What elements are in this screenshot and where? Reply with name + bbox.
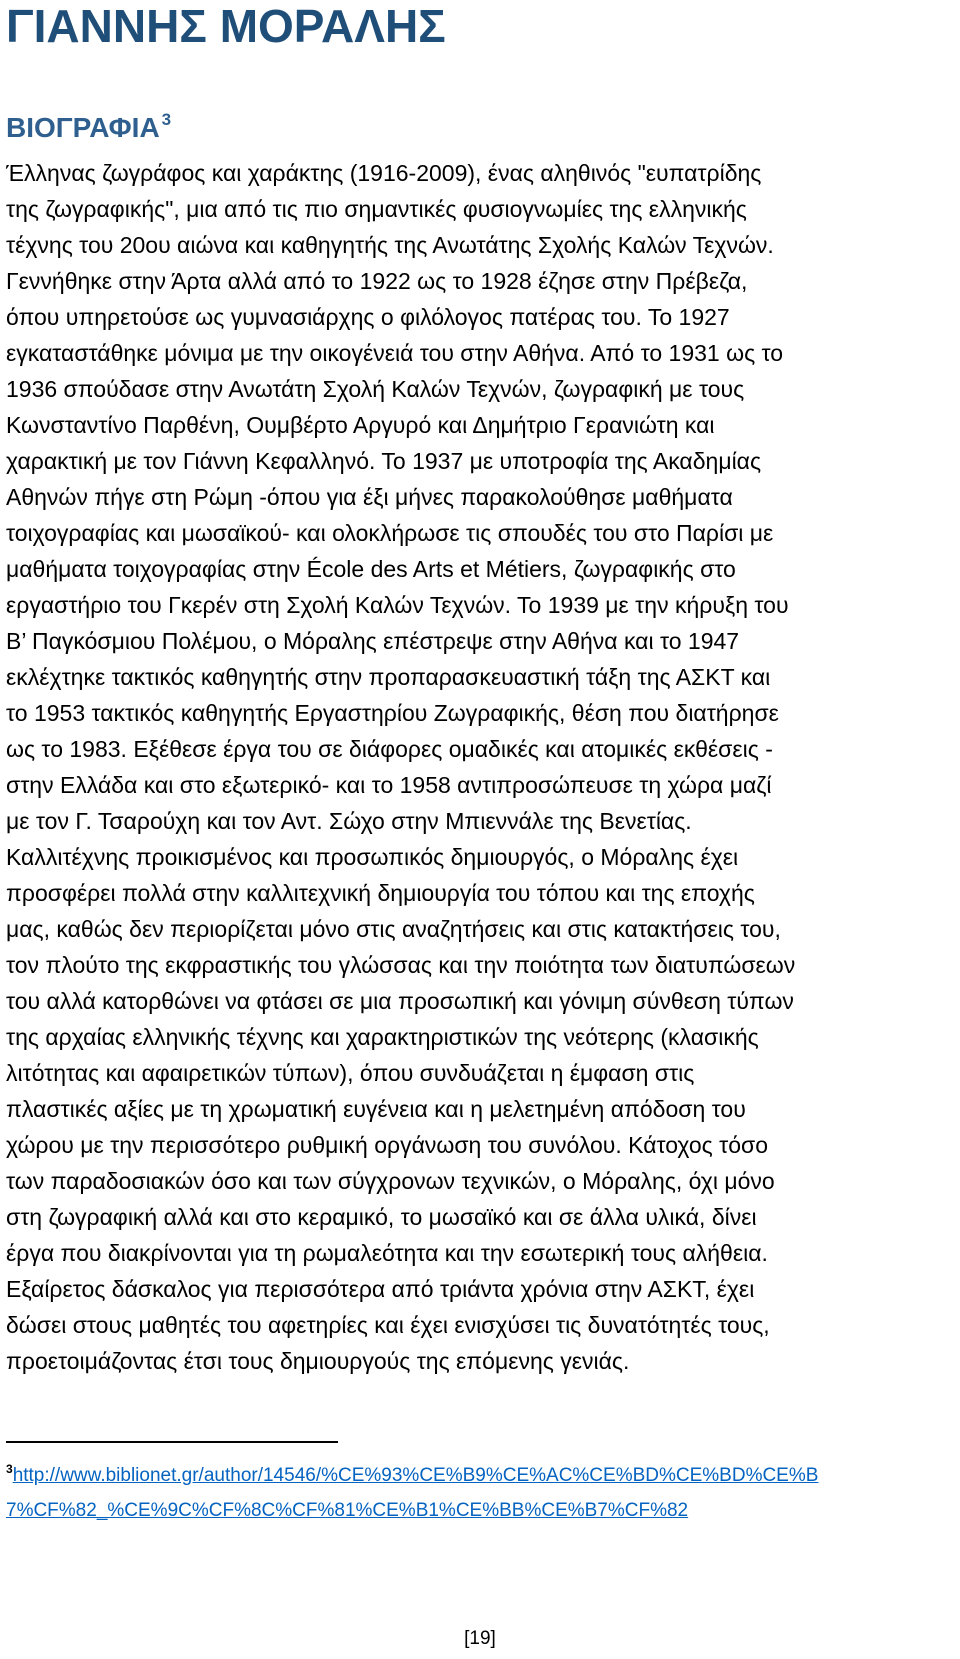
text-line: στη ζωγραφική αλλά και στο κεραμικό, το μωσαϊκό και σε άλλα υλικά, δίνει [6,1204,757,1230]
text-line: Έλληνας ζωγράφος και χαράκτης (1916-2009), ένας αληθινός "ευπατρίδης [6,160,762,186]
text-line: των παραδοσιακών όσο και των σύγχρονων τεχνικών, ο Μόραλης, όχι μόνο [6,1168,775,1194]
text-line: της ζωγραφικής", μια από τις πιο σημαντικές φυσιογνωμίες της ελληνικής [6,196,747,222]
text-line: το 1953 τακτικός καθηγητής Εργαστηρίου Ζωγραφικής, θέση που διατήρησε [6,700,779,726]
text-line: χώρου με την περισσότερο ρυθμική οργάνωση του συνόλου. Κάτοχος τόσο [6,1132,769,1158]
text-line: Κωνσταντίνο Παρθένη, Ουμβέρτο Αργυρό και Δημήτριο Γερανιώτη και [6,412,715,438]
text-line: λιτότητας και αφαιρετικών τύπων), όπου συνδυάζεται η έμφαση στις [6,1060,695,1086]
text-line: μαθήματα τοιχογραφίας στην École des Arts et Métiers, ζωγραφικής στο [6,556,736,582]
document-title: ΓΙΑΝΝΗΣ ΜΟΡΑΛΗΣ [6,0,446,52]
text-line: εγκαταστάθηκε μόνιμα με την οικογένειά του στην Αθήνα. Από το 1931 ως το [6,340,784,366]
text-line: ως το 1983. Εξέθεσε έργα του σε διάφορες ομαδικές και ατομικές εκθέσεις - [6,736,773,762]
text-line: της αρχαίας ελληνικής τέχνης και χαρακτηριστικών της νεότερης (κλασικής [6,1024,759,1050]
text-line: εκλέχτηκε τακτικός καθηγητής στην προπαρασκευαστική τάξη της ΑΣΚΤ και [6,664,771,690]
footnote [6,1452,954,1528]
text-line: όπου υπηρετούσε ως γυμνασιάρχης ο φιλόλογος πατέρας του. Το 1927 [6,304,730,330]
text-line: Γεννήθηκε στην Άρτα αλλά από το 1922 ως το 1928 έζησε στην Πρέβεζα, [6,268,748,294]
text-line: Εξαίρετος δάσκαλος για περισσότερα από τριάντα χρόνια στην ΑΣΚΤ, έχει [6,1276,755,1302]
footnote-line-2 [6,1493,954,1528]
text-line: προσφέρει πολλά στην καλλιτεχνική δημιουργία του τόπου και της εποχής [6,880,755,906]
text-line: τοιχογραφίας και μωσαϊκού- και ολοκλήρωσε τις σπουδές του στο Παρίσι με [6,520,774,546]
text-line: Αθηνών πήγε στη Ρώμη -όπου για έξι μήνες παρακολούθησε μαθήματα [6,484,733,510]
footnote-line-1 [6,1452,954,1493]
biography-text [6,155,954,1379]
footnote-marker: 3 [6,1462,13,1476]
footnote-separator [6,1441,338,1443]
section-heading [6,111,171,144]
text-line: με τον Γ. Τσαρούχη και τον Αντ. Σώχο στην Μπιεννάλε της Βενετίας. [6,808,692,834]
text-line: εργαστήριο του Γκερέν στη Σχολή Καλών Τεχνών. Το 1939 με την κήρυξη του [6,592,789,618]
text-line: έργα που διακρίνονται για τη ρωμαλεότητα και την εσωτερική τους αλήθεια. [6,1240,768,1266]
text-line: Καλλιτέχνης προικισμένος και προσωπικός δημιουργός, ο Μόραλης έχει [6,844,739,870]
text-line: χαρακτική με τον Γιάννη Κεφαλληνό. Το 1937 με υποτροφία της Ακαδημίας [6,448,762,474]
text-line: μας, καθώς δεν περιορίζεται μόνο στις αναζητήσεις και στις κατακτήσεις του, [6,916,781,942]
text-line: δώσει στους μαθητές του αφετηρίες και έχει ενισχύσει τις δυνατότητές τους, [6,1312,770,1338]
text-line: Β’ Παγκόσμιου Πολέμου, ο Μόραλης επέστρεψε στην Αθήνα και το 1947 [6,628,740,654]
footnote-link-continuation[interactable]: 7%CF%82_%CE%9C%CF%8C%CF%81%CE%B1%CE%BB%CE%B7%CF%82 [6,1500,689,1521]
text-line: 1936 σπούδασε στην Ανωτάτη Σχολή Καλών Τεχνών, ζωγραφική με τους [6,376,745,402]
text-line: τον πλούτο της εκφραστικής του γλώσσας και την ποιότητα των διατυπώσεων [6,952,796,978]
footnote-reference[interactable]: 3 [161,110,172,129]
text-line: προετοιμάζοντας έτσι τους δημιουργούς της επόμενης γενιάς. [6,1348,630,1374]
page-number: [19] [464,1628,496,1649]
text-line: του αλλά κατορθώνει να φτάσει σε μια προσωπική και γόνιμη σύνθεση τύπων [6,988,794,1014]
section-heading-text: ΒΙΟΓΡΑΦΙΑ [6,112,160,143]
text-line: τέχνης του 20ου αιώνα και καθηγητής της Ανωτάτης Σχολής Καλών Τεχνών. [6,232,774,258]
text-line: στην Ελλάδα και στο εξωτερικό- και το 1958 αντιπροσώπευσε τη χώρα μαζί [6,772,772,798]
text-line: πλαστικές αξίες με τη χρωματική ευγένεια και η μελετημένη απόδοση του [6,1096,746,1122]
footnote-link[interactable]: http://www.biblionet.gr/author/14546/%CE%93%CE%B9%CE%AC%CE%BD%CE%BD%CE%B [12,1465,819,1486]
